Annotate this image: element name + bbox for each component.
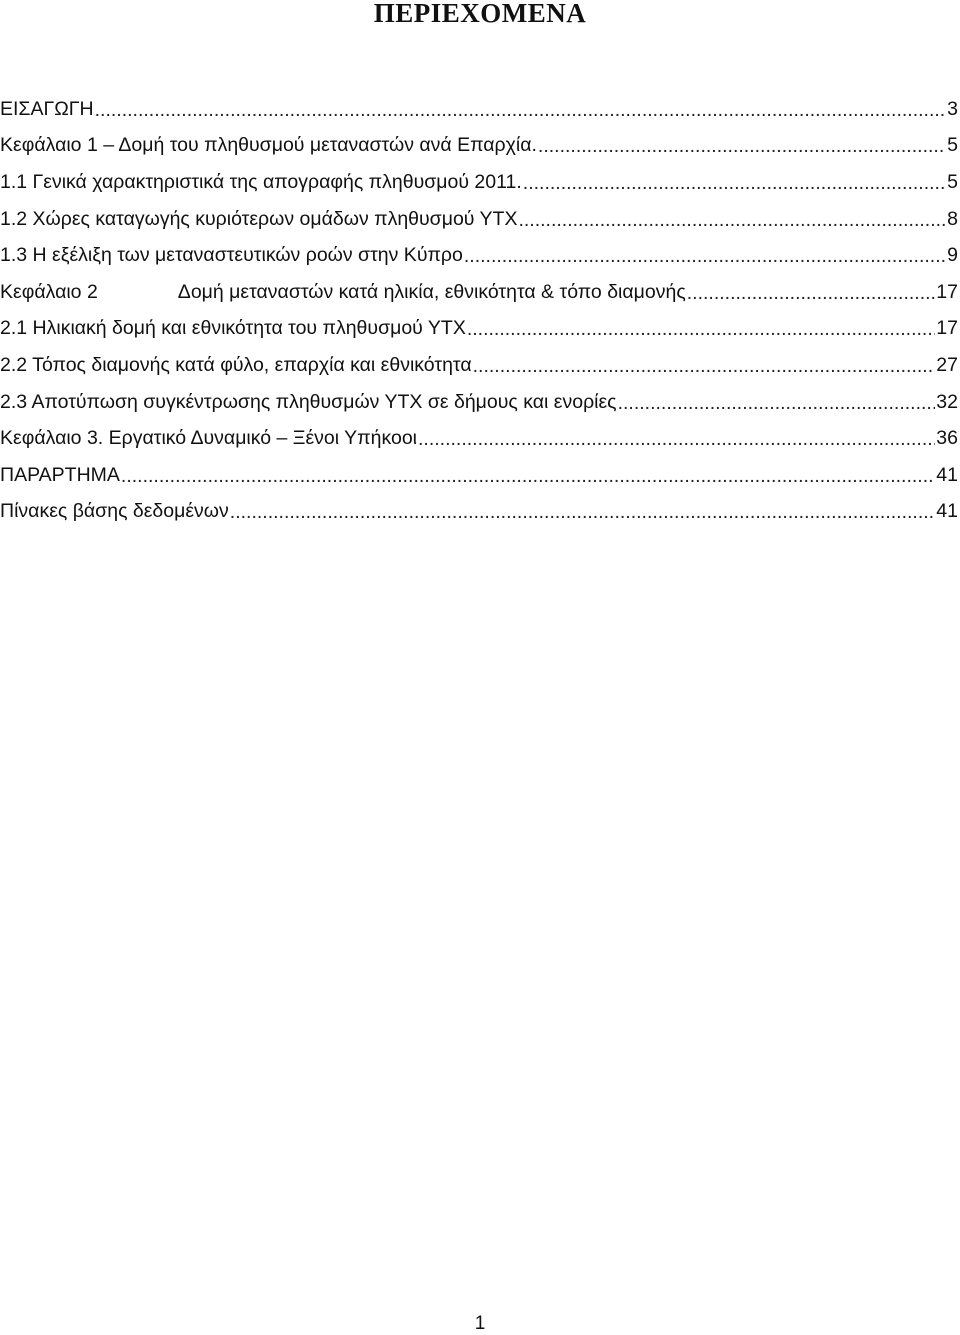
toc-entry-page: 41	[936, 500, 958, 523]
toc-entry-chapter-3[interactable]	[0, 420, 958, 457]
toc-entry-label: ΕΙΣΑΓΩΓΗ	[0, 97, 94, 120]
table-of-contents	[0, 91, 958, 530]
toc-entry-chapter-1[interactable]	[0, 128, 958, 165]
toc-entry-page: 32	[936, 390, 958, 413]
toc-entry-label: Πίνακες βάσης δεδομένων	[0, 500, 229, 523]
toc-entry-page: 8	[947, 207, 958, 230]
dot-leader	[418, 428, 935, 451]
toc-entry-label: Κεφάλαιο 2	[0, 280, 98, 303]
toc-entry-section-1-3[interactable]	[0, 237, 958, 274]
toc-entry-section-2-2[interactable]	[0, 347, 958, 384]
page-title: ΠΕΡΙΕΧΟΜΕΝΑ	[373, 0, 587, 28]
dot-leader	[618, 392, 936, 415]
toc-entry-database-tables[interactable]	[0, 494, 958, 531]
dot-leader	[464, 245, 946, 268]
dot-leader	[523, 172, 946, 195]
dot-leader	[473, 355, 936, 378]
dot-leader	[687, 282, 936, 305]
toc-entry-label: 1.3 Η εξέλιξη των μεταναστευτικών ροών στην Κύπρο	[0, 244, 463, 267]
toc-entry-label-rest: Δομή μεταναστών κατά ηλικία, εθνικότητα & τόπο διαμονής	[177, 280, 686, 303]
toc-entry-page: 3	[947, 97, 958, 120]
dot-leader	[467, 318, 935, 341]
toc-entry-section-2-1[interactable]	[0, 311, 958, 348]
toc-entry-label: Κεφάλαιο 1 – Δομή του πληθυσμού μεταναστών ανά Επαρχία.	[0, 134, 537, 157]
toc-entry-page: 17	[936, 280, 958, 303]
dot-leader	[95, 99, 947, 122]
toc-entry-label: Κεφάλαιο 3. Εργατικό Δυναμικό – Ξένοι Υπήκοοι	[0, 427, 417, 450]
toc-entry-page: 41	[936, 463, 958, 486]
toc-entry-page: 27	[936, 353, 958, 376]
toc-entry-chapter-2[interactable]	[0, 274, 958, 311]
toc-entry-appendix[interactable]	[0, 457, 958, 494]
dot-leader	[518, 209, 946, 232]
toc-entry-page: 9	[947, 244, 958, 267]
toc-entry-page: 17	[936, 317, 958, 340]
toc-entry-label: 2.2 Τόπος διαμονής κατά φύλο, επαρχία και εθνικότητα	[0, 353, 472, 376]
toc-entry-label: 2.3 Αποτύπωση συγκέντρωσης πληθυσμών ΥΤΧ σε δήμους και ενορίες	[0, 390, 617, 413]
toc-entry-section-1-1[interactable]	[0, 164, 958, 201]
dot-leader	[538, 135, 946, 158]
toc-entry-section-1-2[interactable]	[0, 201, 958, 238]
toc-entry-section-2-3[interactable]	[0, 384, 958, 421]
dot-leader	[121, 465, 935, 488]
toc-entry-label: ΠΑΡΑΡΤΗΜΑ	[0, 463, 120, 486]
toc-entry-label: 1.2 Χώρες καταγωγής κυριότερων ομάδων πληθυσμού ΥΤΧ	[0, 207, 518, 230]
toc-entry-label: 2.1 Ηλικιακή δομή και εθνικότητα του πληθυσμού ΥΤΧ	[0, 317, 466, 340]
toc-entry-page: 5	[947, 134, 958, 157]
toc-entry-label: 1.1 Γενικά χαρακτηριστικά της απογραφής πληθυσμού 2011.	[0, 170, 522, 193]
toc-entry-label-group	[0, 281, 686, 304]
toc-entry-introduction[interactable]	[0, 91, 958, 128]
toc-entry-page: 5	[947, 170, 958, 193]
page-number: 1	[474, 1313, 486, 1334]
dot-leader	[230, 501, 936, 524]
toc-entry-page: 36	[936, 427, 958, 450]
